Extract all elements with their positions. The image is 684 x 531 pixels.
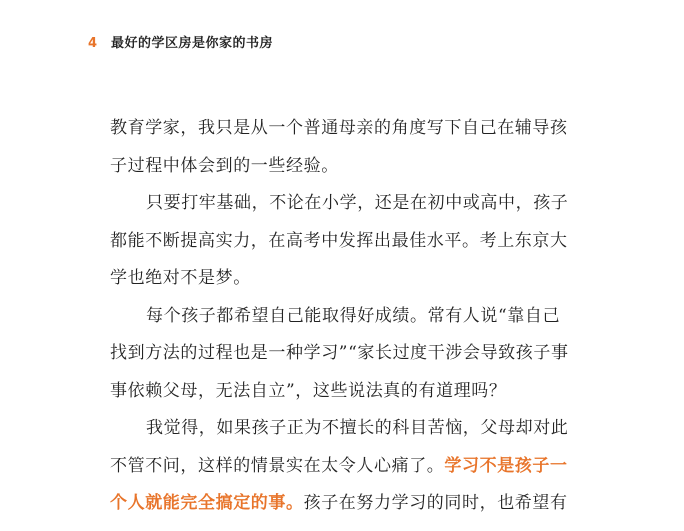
page-header: [88, 32, 273, 51]
paragraph-text-tail: 孩子在努力学习的同时，也希望有: [303, 493, 568, 513]
highlighted-sentence: 学习不是孩子一个人就能完全搞定的事。: [110, 455, 568, 513]
paragraph-continuation: 教育学家，我只是从一个普通母亲的角度写下自己在辅导孩子过程中体会到的一些经验。: [110, 118, 568, 176]
body-text: [110, 110, 572, 523]
paragraph-common-sayings: 每个孩子都希望自己能取得好成绩。常有人说“靠自己找到方法的过程也是一种学习”“家长过度干涉会导致孩子事事依赖父母，无法自立”，这些说法真的有道理吗？: [110, 305, 569, 401]
running-book-title: 最好的学区房是你家的书房: [111, 36, 274, 51]
paragraph-foundation: 只要打牢基础，不论在小学，还是在初中或高中，孩子都能不断提高实力，在高考中发挥出最佳水平。考上东京大学也绝对不是梦。: [110, 193, 569, 288]
page-number: 4: [88, 36, 98, 51]
paragraph-text: 我觉得，如果孩子正为不擅长的科目苦恼，父母却对此不管不问，这样的情景实在太令人心痛了。: [110, 418, 569, 476]
paragraph-parents-role: [110, 410, 572, 523]
